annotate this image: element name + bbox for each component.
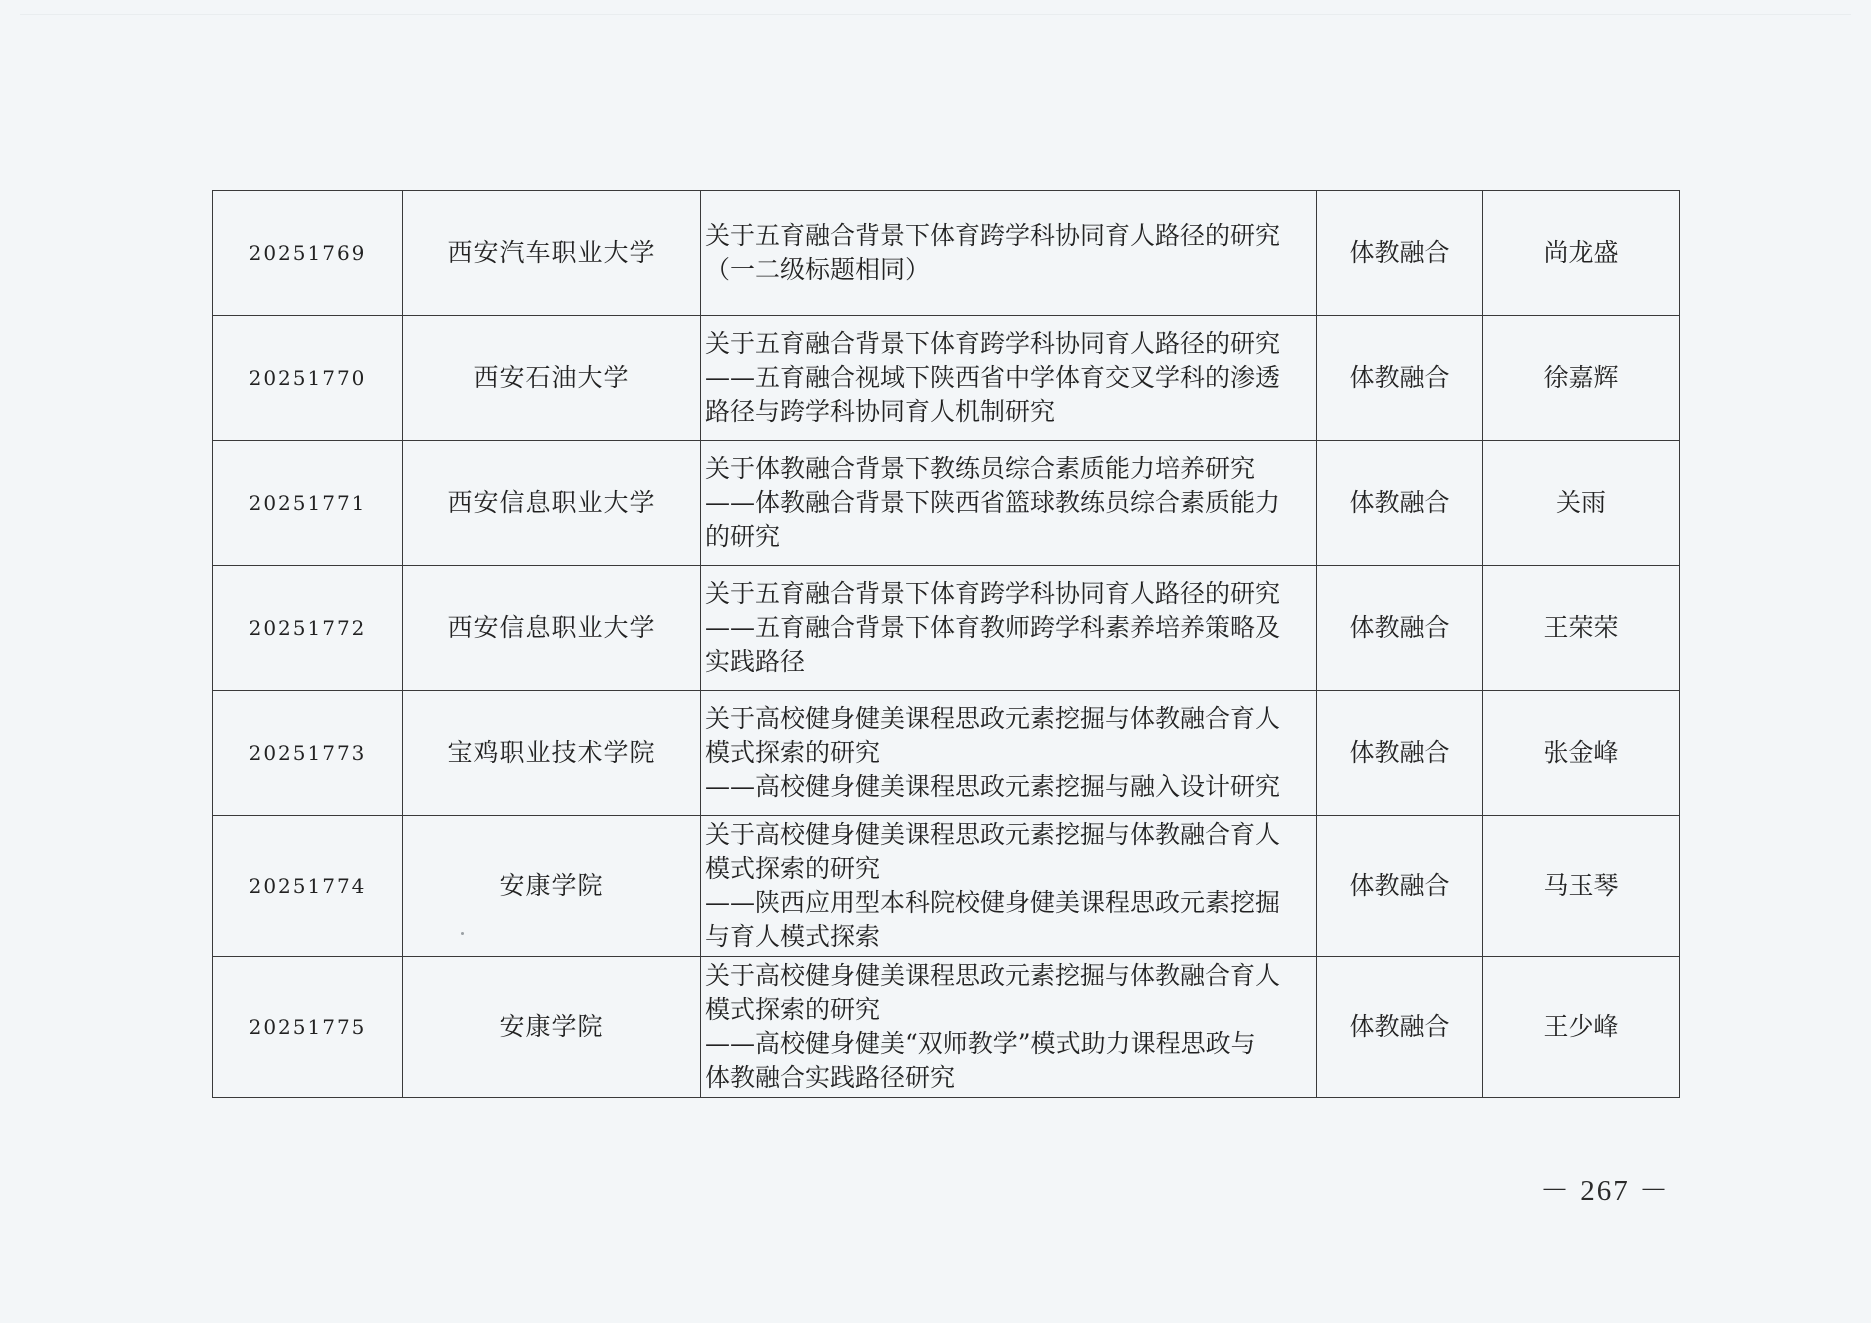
school-name: 安康学院 (403, 816, 701, 957)
project-category: 体教融合 (1317, 566, 1483, 691)
table-row (213, 691, 1680, 816)
title-line: ——陕西应用型本科院校健身健美课程思政元素挖掘 (705, 888, 1281, 917)
page-number: － 267 － (1540, 1175, 1671, 1207)
table-row (213, 957, 1680, 1098)
title-line: 路径与跨学科协同育人机制研究 (705, 397, 1056, 426)
project-leader: 尚龙盛 (1483, 191, 1680, 316)
project-title (701, 191, 1317, 316)
project-category: 体教融合 (1317, 441, 1483, 566)
project-title (701, 691, 1317, 816)
project-category: 体教融合 (1317, 191, 1483, 316)
title-line: 关于高校健身健美课程思政元素挖掘与体教融合育人 (705, 704, 1281, 733)
project-title (701, 316, 1317, 441)
title-line: 模式探索的研究 (705, 738, 881, 767)
project-leader: 徐嘉辉 (1483, 316, 1680, 441)
school-name: 西安石油大学 (403, 316, 701, 441)
scan-speck (461, 932, 464, 935)
table-row (213, 191, 1680, 316)
title-line: 关于五育融合背景下体育跨学科协同育人路径的研究 (705, 579, 1281, 608)
title-line: ——五育融合背景下体育教师跨学科素养培养策略及 (705, 613, 1281, 642)
title-line: 体教融合实践路径研究 (705, 1063, 956, 1092)
project-category: 体教融合 (1317, 691, 1483, 816)
title-line: 关于五育融合背景下体育跨学科协同育人路径的研究 (705, 221, 1281, 250)
project-id: 20251775 (213, 957, 403, 1098)
project-leader: 关雨 (1483, 441, 1680, 566)
title-line: 关于高校健身健美课程思政元素挖掘与体教融合育人 (705, 961, 1281, 990)
title-line: 关于五育融合背景下体育跨学科协同育人路径的研究 (705, 329, 1281, 358)
title-line: ——五育融合视域下陕西省中学体育交叉学科的渗透 (705, 363, 1281, 392)
table-row (213, 816, 1680, 957)
project-leader: 王少峰 (1483, 957, 1680, 1098)
project-leader: 王荣荣 (1483, 566, 1680, 691)
school-name: 西安信息职业大学 (403, 566, 701, 691)
table-row (213, 441, 1680, 566)
title-line: 关于体教融合背景下教练员综合素质能力培养研究 (705, 454, 1256, 483)
project-title (701, 566, 1317, 691)
school-name: 西安信息职业大学 (403, 441, 701, 566)
title-line: ——高校健身健美课程思政元素挖掘与融入设计研究 (705, 772, 1281, 801)
project-id: 20251769 (213, 191, 403, 316)
project-table (212, 190, 1680, 1098)
project-category: 体教融合 (1317, 816, 1483, 957)
school-name: 安康学院 (403, 957, 701, 1098)
project-title (701, 441, 1317, 566)
title-line: 实践路径 (705, 647, 806, 676)
table-row (213, 566, 1680, 691)
project-id: 20251772 (213, 566, 403, 691)
title-line: 模式探索的研究 (705, 995, 881, 1024)
project-id: 20251770 (213, 316, 403, 441)
project-title (701, 957, 1317, 1098)
project-id: 20251773 (213, 691, 403, 816)
title-line: ——高校健身健美“双师教学”模式助力课程思政与 (705, 1029, 1256, 1058)
table-row (213, 316, 1680, 441)
title-line: ——体教融合背景下陕西省篮球教练员综合素质能力 (705, 488, 1281, 517)
project-category: 体教融合 (1317, 316, 1483, 441)
project-leader: 马玉琴 (1483, 816, 1680, 957)
title-line: （一二级标题相同） (705, 255, 931, 284)
page-edge (20, 14, 1851, 15)
project-id: 20251771 (213, 441, 403, 566)
title-line: 模式探索的研究 (705, 854, 881, 883)
title-line: 与育人模式探索 (705, 922, 881, 951)
title-line: 的研究 (705, 522, 781, 551)
project-id: 20251774 (213, 816, 403, 957)
project-title (701, 816, 1317, 957)
project-category: 体教融合 (1317, 957, 1483, 1098)
project-leader: 张金峰 (1483, 691, 1680, 816)
school-name: 西安汽车职业大学 (403, 191, 701, 316)
title-line: 关于高校健身健美课程思政元素挖掘与体教融合育人 (705, 820, 1281, 849)
school-name: 宝鸡职业技术学院 (403, 691, 701, 816)
